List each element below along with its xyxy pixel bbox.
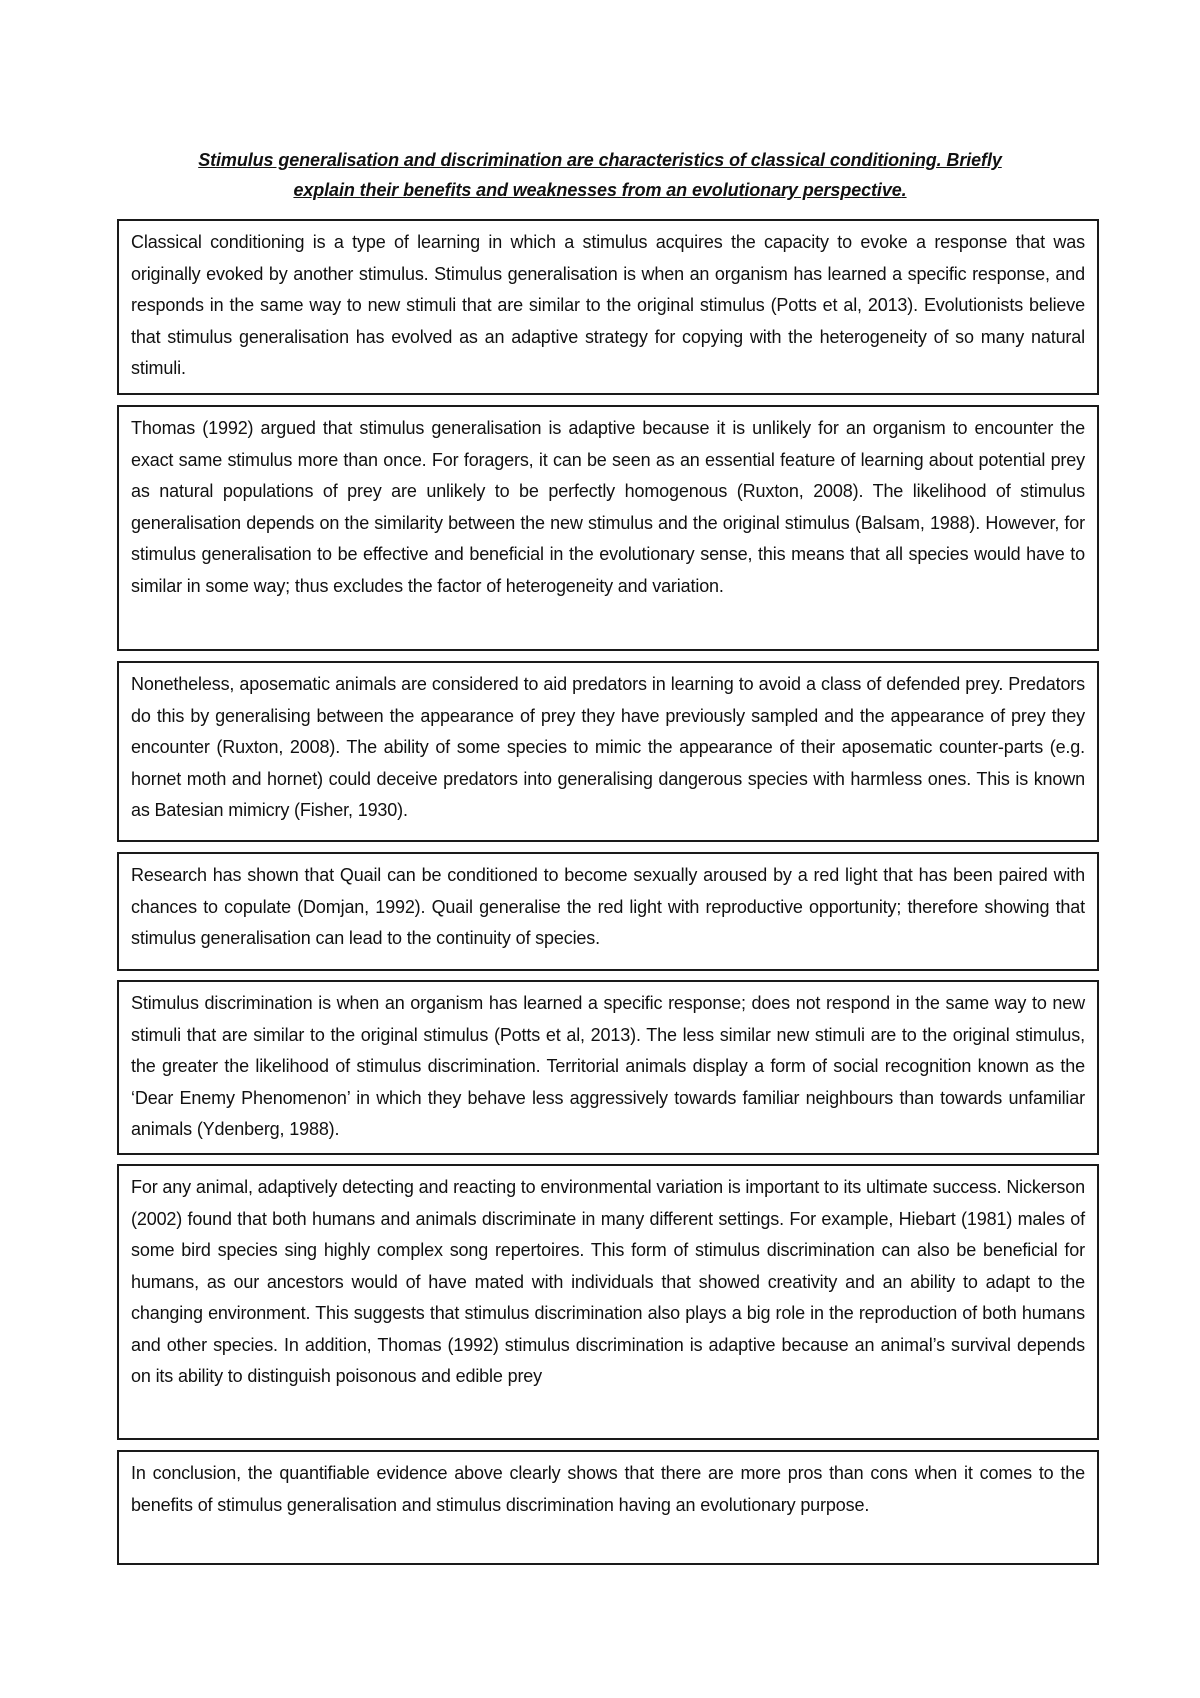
paragraph: Classical conditioning is a type of learning in which a stimulus acquires the capacity to evoke a response that was originally evoked by another stimulus. Stimulus generalisation is when an organism has learned a specific response, and responds in the same way to new stimuli that are similar to the original stimulus (Potts et al, 2013). Evolutionists believe that stimulus generalisation has evolved as an adaptive strategy for copying with the heterogeneity of so many natural stimuli. [131, 232, 1085, 378]
page-title [130, 145, 1070, 205]
title-period: . [901, 180, 907, 200]
paragraph: Research has shown that Quail can be conditioned to become sexually aroused by a red light that has been paired with chances to copulate (Domjan, 1992). Quail generalise the red light with reproductive opportunity; therefore showing that stimulus generalisation can lead to the continuity of species. [131, 865, 1085, 948]
paragraph: For any animal, adaptively detecting and reacting to environmental variation is important to its ultimate success. Nickerson (2002) found that both humans and animals discriminate in many different settings. For example, Hiebart (1981) males of some bird species sing highly complex song repertoires. This form of stimulus discrimination can also be beneficial for humans, as our ancestors would of have mated with individuals that showed creativity and an ability to adapt to the changing environment. This suggests that stimulus discrimination also plays a big role in the reproduction of both humans and other species. In addition, Thomas (1992) stimulus discrimination is adaptive because an animal’s survival depends on its ability to distinguish poisonous and edible prey [131, 1177, 1085, 1386]
paragraph: In conclusion, the quantifiable evidence above clearly shows that there are more pros than cons when it comes to the benefits of stimulus generalisation and stimulus discrimination having an evolutionary purpose. [131, 1463, 1085, 1515]
text-box-generalisation-adaptive [117, 405, 1099, 651]
paragraph: Nonetheless, aposematic animals are considered to aid predators in learning to avoid a class of defended prey. Predators do this by generalising between the appearance of prey they have previously sampled and the appearance of prey they encounter (Ruxton, 2008). The ability of some species to mimic the appearance of their aposematic counter-parts (e.g. hornet moth and hornet) could deceive predators into generalising dangerous species with harmless ones. This is known as Batesian mimicry (Fisher, 1930). [131, 674, 1085, 820]
text-box-aposematic-animals [117, 661, 1099, 842]
text-box-classical-conditioning [117, 219, 1099, 395]
paragraph: Thomas (1992) argued that stimulus generalisation is adaptive because it is unlikely for an organism to encounter the exact same stimulus more than once. For foragers, it can be seen as an essential feature of learning about potential prey as natural populations of prey are unlikely to be perfectly homogenous (Ruxton, 2008). The likelihood of stimulus generalisation depends on the similarity between the new stimulus and the original stimulus (Balsam, 1988). However, for stimulus generalisation to be effective and beneficial in the evolutionary sense, this means that all species would have to similar in some way; thus excludes the factor of heterogeneity and variation. [131, 418, 1085, 596]
text-box-conclusion [117, 1450, 1099, 1565]
title-line-2: explain their benefits and weaknesses from an evolutionary perspective [293, 180, 902, 200]
paragraph: Stimulus discrimination is when an organism has learned a specific response; does not respond in the same way to new stimuli that are similar to the original stimulus (Potts et al, 2013). The less similar new stimuli are to the original stimulus, the greater the likelihood of stimulus discrimination. Territorial animals display a form of social recognition known as the ‘Dear Enemy Phenomenon’ in which they behave less aggressively towards familiar neighbours than towards unfamiliar animals (Ydenberg, 1988). [131, 993, 1085, 1139]
text-box-stimulus-discrimination [117, 980, 1099, 1155]
text-box-environmental-variation [117, 1164, 1099, 1440]
text-box-quail-research [117, 852, 1099, 971]
title-line-1: Stimulus generalisation and discrimination are characteristics of classical conditioning. Briefly [198, 150, 1002, 170]
